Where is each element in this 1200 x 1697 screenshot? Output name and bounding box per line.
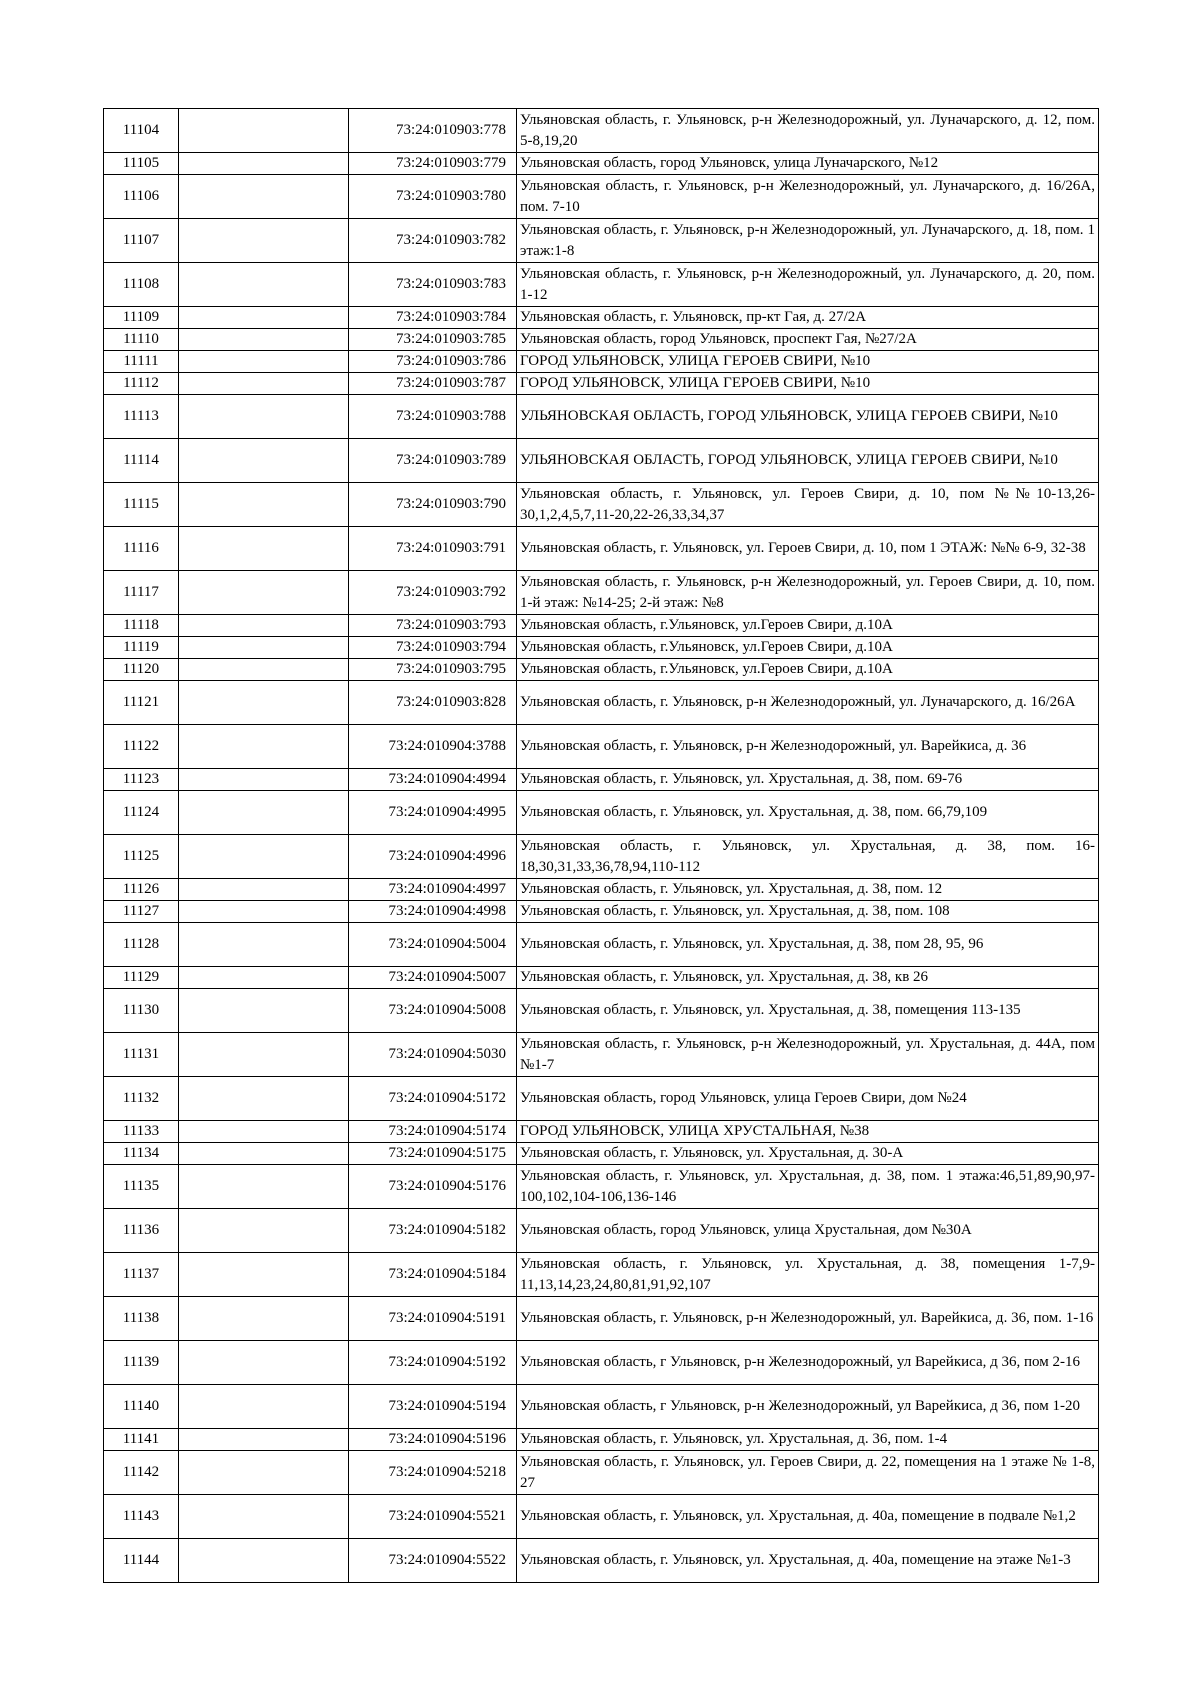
row-number: 11115	[104, 483, 179, 527]
address: Ульяновская область, г. Ульяновск, ул. Хрустальная, д. 38, пом. 66,79,109	[517, 791, 1099, 835]
row-number: 11121	[104, 681, 179, 725]
cadastral-number: 73:24:010904:4997	[349, 879, 517, 901]
cadastral-number: 73:24:010904:3788	[349, 725, 517, 769]
cadastral-number: 73:24:010904:5174	[349, 1121, 517, 1143]
row-number: 11136	[104, 1209, 179, 1253]
cadastral-number: 73:24:010903:788	[349, 395, 517, 439]
address: Ульяновская область, г.Ульяновск, ул.Героев Свири, д.10А	[517, 615, 1099, 637]
row-number: 11120	[104, 659, 179, 681]
address: Ульяновская область, г. Ульяновск, ул. Хрустальная, д. 36, пом. 1-4	[517, 1429, 1099, 1451]
address: Ульяновская область, город Ульяновск, улица Хрустальная, дом №30А	[517, 1209, 1099, 1253]
empty-cell	[179, 1385, 349, 1429]
row-number: 11134	[104, 1143, 179, 1165]
row-number: 11122	[104, 725, 179, 769]
cadastral-number: 73:24:010904:5522	[349, 1539, 517, 1583]
empty-cell	[179, 483, 349, 527]
table-row	[104, 1385, 1099, 1429]
cadastral-number: 73:24:010903:783	[349, 263, 517, 307]
address: Ульяновская область, г. Ульяновск, ул. Хрустальная, д. 40а, помещение на этаже №1-3	[517, 1539, 1099, 1583]
cadastral-number: 73:24:010904:5176	[349, 1165, 517, 1209]
row-number: 11117	[104, 571, 179, 615]
empty-cell	[179, 791, 349, 835]
address: Ульяновская область, г.Ульяновск, ул.Героев Свири, д.10А	[517, 637, 1099, 659]
address: Ульяновская область, город Ульяновск, проспект Гая, №27/2А	[517, 329, 1099, 351]
table-row	[104, 175, 1099, 219]
address: Ульяновская область, г. Ульяновск, р-н Железнодорожный, ул. Варейкиса, д. 36, пом. 1-16	[517, 1297, 1099, 1341]
row-number: 11126	[104, 879, 179, 901]
row-number: 11109	[104, 307, 179, 329]
empty-cell	[179, 1143, 349, 1165]
cadastral-number: 73:24:010904:5218	[349, 1451, 517, 1495]
table-row	[104, 439, 1099, 483]
table-row	[104, 879, 1099, 901]
table-row	[104, 1143, 1099, 1165]
table-row	[104, 1165, 1099, 1209]
row-number: 11124	[104, 791, 179, 835]
address: Ульяновская область, г. Ульяновск, ул. Хрустальная, д. 38, помещения 1-7,9-11,13,14,23,24,80,81,91,92,107	[517, 1253, 1099, 1297]
address: Ульяновская область, г Ульяновск, р-н Железнодорожный, ул Варейкиса, д 36, пом 1-20	[517, 1385, 1099, 1429]
table-row	[104, 835, 1099, 879]
cadastral-number: 73:24:010904:5196	[349, 1429, 517, 1451]
table-row	[104, 1495, 1099, 1539]
table-row	[104, 307, 1099, 329]
cadastral-number: 73:24:010903:785	[349, 329, 517, 351]
address: Ульяновская область, г. Ульяновск, р-н Железнодорожный, ул. Луначарского, д. 20, пом. 1-12	[517, 263, 1099, 307]
row-number: 11106	[104, 175, 179, 219]
cadastral-number: 73:24:010904:5175	[349, 1143, 517, 1165]
address: ГОРОД УЛЬЯНОВСК, УЛИЦА ГЕРОЕВ СВИРИ, №10	[517, 351, 1099, 373]
row-number: 11133	[104, 1121, 179, 1143]
row-number: 11107	[104, 219, 179, 263]
row-number: 11130	[104, 989, 179, 1033]
empty-cell	[179, 1495, 349, 1539]
address: Ульяновская область, г. Ульяновск, пр-кт Гая, д. 27/2А	[517, 307, 1099, 329]
empty-cell	[179, 835, 349, 879]
empty-cell	[179, 153, 349, 175]
cadastral-number: 73:24:010903:790	[349, 483, 517, 527]
cadastral-table	[103, 108, 1099, 1583]
cadastral-number: 73:24:010903:791	[349, 527, 517, 571]
row-number: 11135	[104, 1165, 179, 1209]
table-row	[104, 1539, 1099, 1583]
row-number: 11132	[104, 1077, 179, 1121]
empty-cell	[179, 329, 349, 351]
cadastral-number: 73:24:010903:786	[349, 351, 517, 373]
table-row	[104, 989, 1099, 1033]
address: Ульяновская область, г. Ульяновск, ул. Хрустальная, д. 38, пом. 12	[517, 879, 1099, 901]
row-number: 11128	[104, 923, 179, 967]
empty-cell	[179, 681, 349, 725]
address: Ульяновская область, г. Ульяновск, р-н Железнодорожный, ул. Луначарского, д. 16/26А	[517, 681, 1099, 725]
empty-cell	[179, 725, 349, 769]
row-number: 11141	[104, 1429, 179, 1451]
address: Ульяновская область, г. Ульяновск, ул. Хрустальная, д. 38, пом. 16-18,30,31,33,36,78,94,110-112	[517, 835, 1099, 879]
address: ГОРОД УЛЬЯНОВСК, УЛИЦА ХРУСТАЛЬНАЯ, №38	[517, 1121, 1099, 1143]
cadastral-number: 73:24:010903:792	[349, 571, 517, 615]
empty-cell	[179, 1297, 349, 1341]
address: Ульяновская область, г. Ульяновск, ул. Хрустальная, д. 38, пом. 108	[517, 901, 1099, 923]
cadastral-number: 73:24:010903:795	[349, 659, 517, 681]
table-row	[104, 395, 1099, 439]
row-number: 11116	[104, 527, 179, 571]
table-row	[104, 1253, 1099, 1297]
address: Ульяновская область, город Ульяновск, улица Луначарского, №12	[517, 153, 1099, 175]
address: Ульяновская область, г. Ульяновск, ул. Хрустальная, д. 40а, помещение в подвале №1,2	[517, 1495, 1099, 1539]
cadastral-number: 73:24:010904:5191	[349, 1297, 517, 1341]
empty-cell	[179, 1121, 349, 1143]
table-row	[104, 1429, 1099, 1451]
cadastral-number: 73:24:010903:828	[349, 681, 517, 725]
table-row	[104, 769, 1099, 791]
row-number: 11138	[104, 1297, 179, 1341]
table-body	[104, 109, 1099, 1583]
cadastral-number: 73:24:010904:4994	[349, 769, 517, 791]
row-number: 11140	[104, 1385, 179, 1429]
row-number: 11104	[104, 109, 179, 153]
cadastral-number: 73:24:010904:5008	[349, 989, 517, 1033]
table-row	[104, 373, 1099, 395]
empty-cell	[179, 879, 349, 901]
cadastral-number: 73:24:010904:5004	[349, 923, 517, 967]
empty-cell	[179, 175, 349, 219]
cadastral-number: 73:24:010903:778	[349, 109, 517, 153]
empty-cell	[179, 923, 349, 967]
table-row	[104, 659, 1099, 681]
cadastral-number: 73:24:010904:5030	[349, 1033, 517, 1077]
empty-cell	[179, 307, 349, 329]
row-number: 11131	[104, 1033, 179, 1077]
table-row	[104, 901, 1099, 923]
cadastral-number: 73:24:010903:784	[349, 307, 517, 329]
empty-cell	[179, 989, 349, 1033]
table-row	[104, 1451, 1099, 1495]
table-row	[104, 725, 1099, 769]
address: Ульяновская область, город Ульяновск, улица Героев Свири, дом №24	[517, 1077, 1099, 1121]
document-page	[103, 108, 1099, 1583]
row-number: 11114	[104, 439, 179, 483]
address: Ульяновская область, г. Ульяновск, ул. Хрустальная, д. 38, пом. 1 этажа:46,51,89,90,97-100,102,104-106,136-146	[517, 1165, 1099, 1209]
table-row	[104, 967, 1099, 989]
cadastral-number: 73:24:010904:4996	[349, 835, 517, 879]
empty-cell	[179, 1209, 349, 1253]
address: Ульяновская область, г. Ульяновск, р-н Железнодорожный, ул. Варейкиса, д. 36	[517, 725, 1099, 769]
cadastral-number: 73:24:010903:794	[349, 637, 517, 659]
empty-cell	[179, 1451, 349, 1495]
empty-cell	[179, 1429, 349, 1451]
cadastral-number: 73:24:010904:5184	[349, 1253, 517, 1297]
table-row	[104, 483, 1099, 527]
table-row	[104, 615, 1099, 637]
row-number: 11105	[104, 153, 179, 175]
address: Ульяновская область, г. Ульяновск, ул. Хрустальная, д. 38, помещения 113-135	[517, 989, 1099, 1033]
row-number: 11142	[104, 1451, 179, 1495]
address: Ульяновская область, г. Ульяновск, р-н Железнодорожный, ул. Луначарского, д. 12, пом. 5-8,19,20	[517, 109, 1099, 153]
empty-cell	[179, 769, 349, 791]
table-row	[104, 527, 1099, 571]
address: Ульяновская область, г. Ульяновск, р-н Железнодорожный, ул. Хрустальная, д. 44А, пом №1-7	[517, 1033, 1099, 1077]
address: Ульяновская область, г. Ульяновск, р-н Железнодорожный, ул. Луначарского, д. 16/26А, пом. 7-10	[517, 175, 1099, 219]
empty-cell	[179, 527, 349, 571]
table-row	[104, 329, 1099, 351]
address: Ульяновская область, г. Ульяновск, ул. Героев Свири, д. 10, пом 1 ЭТАЖ: №№ 6-9, 32-38	[517, 527, 1099, 571]
empty-cell	[179, 637, 349, 659]
address: Ульяновская область, г. Ульяновск, р-н Железнодорожный, ул. Луначарского, д. 18, пом. 1 этаж:1-8	[517, 219, 1099, 263]
row-number: 11119	[104, 637, 179, 659]
address: Ульяновская область, г. Ульяновск, ул. Хрустальная, д. 38, пом. 69-76	[517, 769, 1099, 791]
table-row	[104, 1077, 1099, 1121]
address: Ульяновская область, г.Ульяновск, ул.Героев Свири, д.10А	[517, 659, 1099, 681]
table-row	[104, 109, 1099, 153]
address: Ульяновская область, г. Ульяновск, ул. Хрустальная, д. 30-А	[517, 1143, 1099, 1165]
cadastral-number: 73:24:010904:4995	[349, 791, 517, 835]
row-number: 11144	[104, 1539, 179, 1583]
address: УЛЬЯНОВСКАЯ ОБЛАСТЬ, ГОРОД УЛЬЯНОВСК, УЛИЦА ГЕРОЕВ СВИРИ, №10	[517, 395, 1099, 439]
empty-cell	[179, 1341, 349, 1385]
table-row	[104, 1033, 1099, 1077]
cadastral-number: 73:24:010904:4998	[349, 901, 517, 923]
table-row	[104, 1297, 1099, 1341]
empty-cell	[179, 1165, 349, 1209]
cadastral-number: 73:24:010904:5182	[349, 1209, 517, 1253]
table-row	[104, 791, 1099, 835]
row-number: 11125	[104, 835, 179, 879]
empty-cell	[179, 219, 349, 263]
row-number: 11143	[104, 1495, 179, 1539]
table-row	[104, 1121, 1099, 1143]
row-number: 11111	[104, 351, 179, 373]
empty-cell	[179, 571, 349, 615]
cadastral-number: 73:24:010904:5172	[349, 1077, 517, 1121]
empty-cell	[179, 395, 349, 439]
cadastral-number: 73:24:010903:780	[349, 175, 517, 219]
row-number: 11137	[104, 1253, 179, 1297]
empty-cell	[179, 109, 349, 153]
empty-cell	[179, 263, 349, 307]
row-number: 11108	[104, 263, 179, 307]
table-row	[104, 923, 1099, 967]
cadastral-number: 73:24:010903:782	[349, 219, 517, 263]
table-row	[104, 637, 1099, 659]
address: Ульяновская область, г. Ульяновск, ул. Хрустальная, д. 38, кв 26	[517, 967, 1099, 989]
cadastral-number: 73:24:010903:793	[349, 615, 517, 637]
address: Ульяновская область, г. Ульяновск, ул. Героев Свири, д. 10, пом №№10-13,26-30,1,2,4,5,7,11-20,22-26,33,34,37	[517, 483, 1099, 527]
table-row	[104, 1209, 1099, 1253]
row-number: 11113	[104, 395, 179, 439]
empty-cell	[179, 659, 349, 681]
table-row	[104, 219, 1099, 263]
empty-cell	[179, 373, 349, 395]
cadastral-number: 73:24:010904:5192	[349, 1341, 517, 1385]
table-row	[104, 571, 1099, 615]
address: УЛЬЯНОВСКАЯ ОБЛАСТЬ, ГОРОД УЛЬЯНОВСК, УЛИЦА ГЕРОЕВ СВИРИ, №10	[517, 439, 1099, 483]
cadastral-number: 73:24:010904:5521	[349, 1495, 517, 1539]
empty-cell	[179, 1077, 349, 1121]
empty-cell	[179, 615, 349, 637]
empty-cell	[179, 1539, 349, 1583]
row-number: 11127	[104, 901, 179, 923]
address: Ульяновская область, г. Ульяновск, ул. Хрустальная, д. 38, пом 28, 95, 96	[517, 923, 1099, 967]
empty-cell	[179, 439, 349, 483]
address: Ульяновская область, г. Ульяновск, р-н Железнодорожный, ул. Героев Свири, д. 10, пом. 1-й этаж: №14-25; 2-й этаж: №8	[517, 571, 1099, 615]
row-number: 11112	[104, 373, 179, 395]
row-number: 11139	[104, 1341, 179, 1385]
table-row	[104, 1341, 1099, 1385]
row-number: 11123	[104, 769, 179, 791]
cadastral-number: 73:24:010903:787	[349, 373, 517, 395]
table-row	[104, 351, 1099, 373]
cadastral-number: 73:24:010904:5007	[349, 967, 517, 989]
empty-cell	[179, 967, 349, 989]
table-row	[104, 681, 1099, 725]
empty-cell	[179, 351, 349, 373]
cadastral-number: 73:24:010903:779	[349, 153, 517, 175]
cadastral-number: 73:24:010904:5194	[349, 1385, 517, 1429]
table-row	[104, 263, 1099, 307]
address: Ульяновская область, г. Ульяновск, ул. Героев Свири, д. 22, помещения на 1 этаже № 1-8, 27	[517, 1451, 1099, 1495]
table-row	[104, 153, 1099, 175]
empty-cell	[179, 1033, 349, 1077]
address: Ульяновская область, г Ульяновск, р-н Железнодорожный, ул Варейкиса, д 36, пом 2-16	[517, 1341, 1099, 1385]
row-number: 11118	[104, 615, 179, 637]
row-number: 11110	[104, 329, 179, 351]
address: ГОРОД УЛЬЯНОВСК, УЛИЦА ГЕРОЕВ СВИРИ, №10	[517, 373, 1099, 395]
empty-cell	[179, 901, 349, 923]
cadastral-number: 73:24:010903:789	[349, 439, 517, 483]
empty-cell	[179, 1253, 349, 1297]
row-number: 11129	[104, 967, 179, 989]
